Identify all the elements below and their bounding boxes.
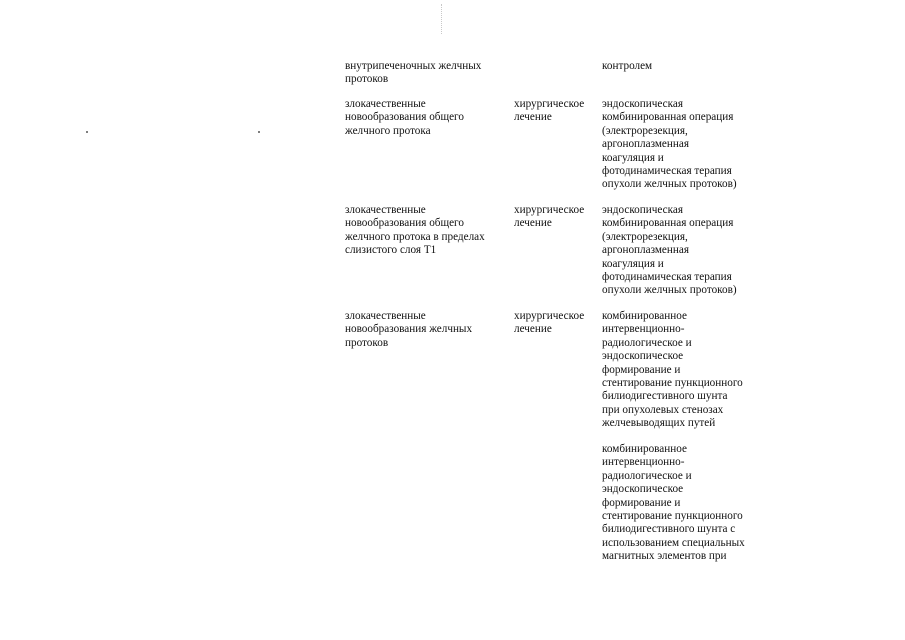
row-1-diagnosis: злокачественные новообразования общего желчного протока bbox=[345, 98, 464, 137]
row-2-method: эндоскопическая комбинированная операция (электрорезекция, аргоноплазменная коагуляция и фотодинамическая терапия опухоли желчных протоков) bbox=[602, 204, 737, 297]
row-1-treatment: хирургическое лечение bbox=[514, 98, 585, 124]
row-3-diagnosis: злокачественные новообразования желчных протоков bbox=[345, 310, 473, 349]
page-fold-mark bbox=[441, 4, 442, 34]
row-4-method: комбинированное интервенционно- радиологическое и эндоскопическое формирование и стентирование пункционного билиодигестивного шунта с использованием специальных магнитных элементов при bbox=[602, 443, 745, 563]
row-3-method: комбинированное интервенционно- радиологическое и эндоскопическое формирование и стентирование пункционного билиодигестивного шунта при опухолевых стенозах желчевыводящих путей bbox=[602, 310, 743, 430]
scan-speck bbox=[258, 131, 260, 133]
scan-speck bbox=[86, 131, 88, 133]
row-2-diagnosis: злокачественные новообразования общего желчного протока в пределах слизистого слоя Т1 bbox=[345, 204, 485, 257]
row-0-diagnosis: внутрипеченочных желчных протоков bbox=[345, 60, 482, 86]
row-2-treatment: хирургическое лечение bbox=[514, 204, 585, 230]
row-3-treatment: хирургическое лечение bbox=[514, 310, 585, 336]
row-0-method: контролем bbox=[602, 60, 653, 72]
row-1-method: эндоскопическая комбинированная операция (электрорезекция, аргоноплазменная коагуляция и фотодинамическая терапия опухоли желчных протоков) bbox=[602, 98, 737, 191]
